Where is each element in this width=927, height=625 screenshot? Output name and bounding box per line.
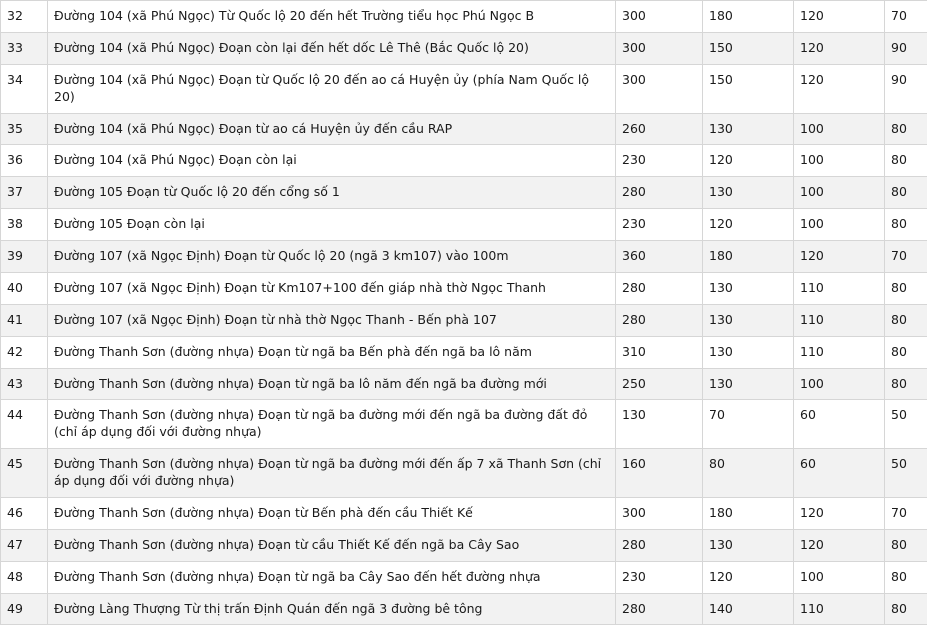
row-value-4: 80 [885, 113, 927, 145]
row-value-1: 300 [616, 1, 703, 33]
row-value-2: 150 [703, 64, 794, 113]
row-value-1: 250 [616, 368, 703, 400]
row-value-1: 260 [616, 113, 703, 145]
table-row [1, 400, 927, 449]
table-row [1, 113, 927, 145]
row-road-name: Đường Thanh Sơn (đường nhựa) Đoạn từ Bến phà đến cầu Thiết Kế [48, 497, 616, 529]
table-row [1, 304, 927, 336]
row-value-1: 360 [616, 241, 703, 273]
row-road-name: Đường 104 (xã Phú Ngọc) Từ Quốc lộ 20 đến hết Trường tiểu học Phú Ngọc B [48, 1, 616, 33]
row-value-2: 130 [703, 336, 794, 368]
row-value-2: 130 [703, 113, 794, 145]
row-road-name: Đường Thanh Sơn (đường nhựa) Đoạn từ ngã ba Bến phà đến ngã ba lô năm [48, 336, 616, 368]
row-value-2: 70 [703, 400, 794, 449]
row-number: 42 [1, 336, 48, 368]
row-value-2: 130 [703, 529, 794, 561]
table-row [1, 209, 927, 241]
row-value-4: 80 [885, 272, 927, 304]
row-number: 37 [1, 177, 48, 209]
row-value-2: 120 [703, 145, 794, 177]
row-number: 46 [1, 497, 48, 529]
row-road-name: Đường 105 Đoạn còn lại [48, 209, 616, 241]
table-row [1, 177, 927, 209]
row-value-4: 80 [885, 593, 927, 625]
row-number: 44 [1, 400, 48, 449]
table-row [1, 32, 927, 64]
row-road-name: Đường Thanh Sơn (đường nhựa) Đoạn từ ngã ba Cây Sao đến hết đường nhựa [48, 561, 616, 593]
row-road-name: Đường 104 (xã Phú Ngọc) Đoạn còn lại [48, 145, 616, 177]
row-road-name: Đường Làng Thượng Từ thị trấn Định Quán đến ngã 3 đường bê tông [48, 593, 616, 625]
row-value-1: 300 [616, 32, 703, 64]
row-road-name: Đường 104 (xã Phú Ngọc) Đoạn từ ao cá Huyện ủy đến cầu RAP [48, 113, 616, 145]
row-value-3: 120 [794, 241, 885, 273]
table-row [1, 497, 927, 529]
row-value-3: 110 [794, 304, 885, 336]
row-value-4: 50 [885, 449, 927, 498]
row-number: 49 [1, 593, 48, 625]
row-number: 34 [1, 64, 48, 113]
row-number: 40 [1, 272, 48, 304]
row-value-3: 100 [794, 145, 885, 177]
row-number: 38 [1, 209, 48, 241]
row-value-3: 110 [794, 593, 885, 625]
row-value-4: 70 [885, 497, 927, 529]
row-value-3: 120 [794, 497, 885, 529]
row-value-1: 280 [616, 593, 703, 625]
table-body [1, 1, 927, 625]
row-road-name: Đường 107 (xã Ngọc Định) Đoạn từ nhà thờ Ngọc Thanh - Bến phà 107 [48, 304, 616, 336]
row-value-3: 110 [794, 272, 885, 304]
row-road-name: Đường Thanh Sơn (đường nhựa) Đoạn từ ngã ba lô năm đến ngã ba đường mới [48, 368, 616, 400]
row-value-1: 230 [616, 209, 703, 241]
row-value-3: 120 [794, 64, 885, 113]
row-value-2: 140 [703, 593, 794, 625]
row-value-3: 120 [794, 32, 885, 64]
row-value-2: 130 [703, 368, 794, 400]
row-number: 35 [1, 113, 48, 145]
row-value-1: 280 [616, 177, 703, 209]
row-road-name: Đường 107 (xã Ngọc Định) Đoạn từ Quốc lộ 20 (ngã 3 km107) vào 100m [48, 241, 616, 273]
table-row [1, 593, 927, 625]
row-value-2: 80 [703, 449, 794, 498]
row-value-4: 90 [885, 64, 927, 113]
table-row [1, 64, 927, 113]
row-value-2: 180 [703, 241, 794, 273]
row-value-1: 300 [616, 64, 703, 113]
row-road-name: Đường Thanh Sơn (đường nhựa) Đoạn từ cầu Thiết Kế đến ngã ba Cây Sao [48, 529, 616, 561]
row-number: 45 [1, 449, 48, 498]
row-value-4: 80 [885, 209, 927, 241]
row-value-3: 100 [794, 561, 885, 593]
row-value-3: 120 [794, 529, 885, 561]
row-value-2: 180 [703, 497, 794, 529]
row-number: 36 [1, 145, 48, 177]
row-value-3: 100 [794, 368, 885, 400]
row-value-1: 130 [616, 400, 703, 449]
row-value-1: 280 [616, 272, 703, 304]
row-number: 47 [1, 529, 48, 561]
row-road-name: Đường 105 Đoạn từ Quốc lộ 20 đến cổng số 1 [48, 177, 616, 209]
row-road-name: Đường Thanh Sơn (đường nhựa) Đoạn từ ngã ba đường mới đến ấp 7 xã Thanh Sơn (chỉ áp dụng đối với đường nhựa) [48, 449, 616, 498]
row-value-4: 80 [885, 177, 927, 209]
row-value-1: 300 [616, 497, 703, 529]
row-value-2: 120 [703, 561, 794, 593]
row-value-1: 160 [616, 449, 703, 498]
row-road-name: Đường 104 (xã Phú Ngọc) Đoạn còn lại đến hết dốc Lê Thê (Bắc Quốc lộ 20) [48, 32, 616, 64]
row-value-4: 80 [885, 561, 927, 593]
row-value-4: 70 [885, 241, 927, 273]
table-row [1, 561, 927, 593]
row-number: 41 [1, 304, 48, 336]
row-value-4: 80 [885, 145, 927, 177]
table-row [1, 529, 927, 561]
row-value-3: 100 [794, 113, 885, 145]
table-row [1, 336, 927, 368]
table-row [1, 1, 927, 33]
row-number: 43 [1, 368, 48, 400]
row-value-4: 80 [885, 529, 927, 561]
row-value-1: 230 [616, 561, 703, 593]
row-value-1: 280 [616, 529, 703, 561]
row-value-3: 60 [794, 449, 885, 498]
table-row [1, 241, 927, 273]
row-value-3: 100 [794, 177, 885, 209]
row-value-4: 90 [885, 32, 927, 64]
row-value-2: 150 [703, 32, 794, 64]
row-value-1: 230 [616, 145, 703, 177]
row-road-name: Đường 107 (xã Ngọc Định) Đoạn từ Km107+100 đến giáp nhà thờ Ngọc Thanh [48, 272, 616, 304]
row-value-2: 130 [703, 304, 794, 336]
row-value-4: 70 [885, 1, 927, 33]
row-number: 33 [1, 32, 48, 64]
row-value-4: 50 [885, 400, 927, 449]
row-value-2: 130 [703, 272, 794, 304]
table-row [1, 449, 927, 498]
row-value-2: 180 [703, 1, 794, 33]
table-row [1, 368, 927, 400]
row-value-3: 100 [794, 209, 885, 241]
row-number: 48 [1, 561, 48, 593]
row-value-3: 110 [794, 336, 885, 368]
row-value-1: 280 [616, 304, 703, 336]
row-value-4: 80 [885, 336, 927, 368]
row-value-4: 80 [885, 368, 927, 400]
table-row [1, 145, 927, 177]
row-value-3: 120 [794, 1, 885, 33]
row-road-name: Đường 104 (xã Phú Ngọc) Đoạn từ Quốc lộ 20 đến ao cá Huyện ủy (phía Nam Quốc lộ 20) [48, 64, 616, 113]
row-value-1: 310 [616, 336, 703, 368]
table-row [1, 272, 927, 304]
row-value-2: 120 [703, 209, 794, 241]
row-value-2: 130 [703, 177, 794, 209]
row-value-4: 80 [885, 304, 927, 336]
row-value-3: 60 [794, 400, 885, 449]
row-road-name: Đường Thanh Sơn (đường nhựa) Đoạn từ ngã ba đường mới đến ngã ba đường đất đỏ (chỉ áp dụng đối với đường nhựa) [48, 400, 616, 449]
row-number: 39 [1, 241, 48, 273]
row-number: 32 [1, 1, 48, 33]
